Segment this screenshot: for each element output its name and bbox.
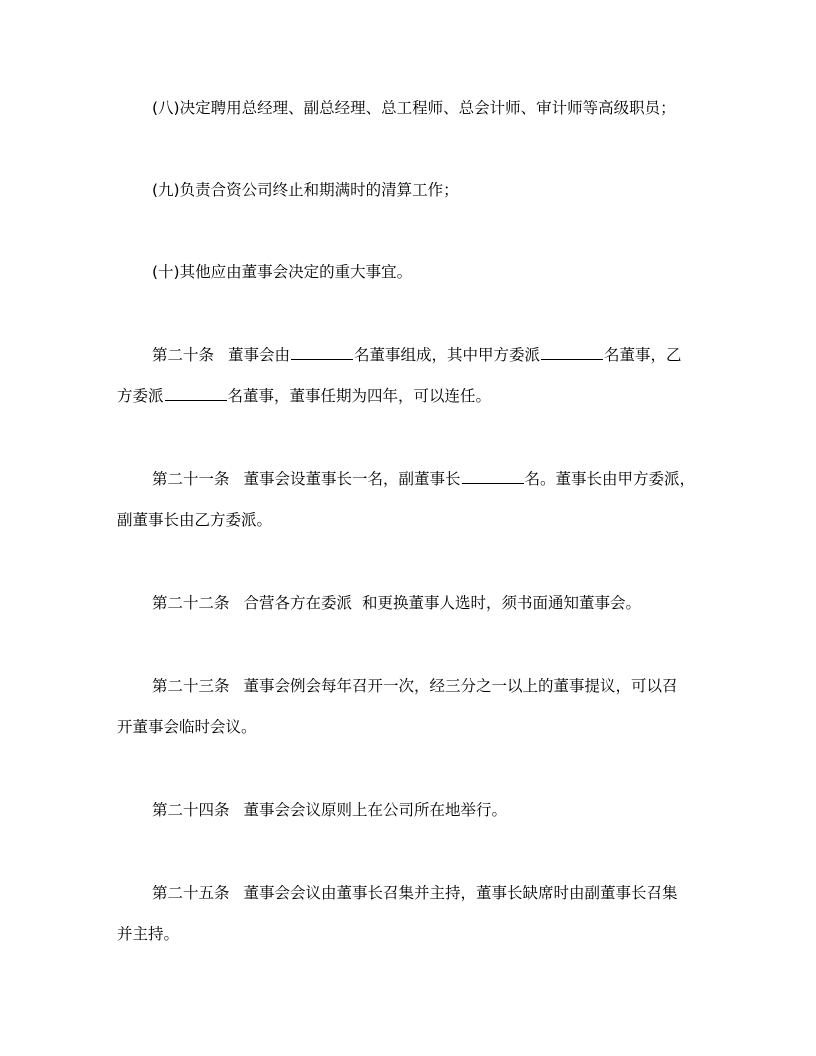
article-21-line-2: 副董事长由乙方委派。	[117, 511, 273, 529]
article-20-line-2	[117, 386, 702, 406]
article-20-text-b: 名董事组成，其中甲方委派	[354, 346, 541, 364]
article-24-text-a: 董事会会议原则上在公司所在地举行。	[243, 801, 508, 819]
article-24-line-1	[152, 800, 737, 820]
article-23-line-1	[152, 676, 737, 696]
blank-field	[291, 345, 353, 360]
article-24-number: 第二十四条	[152, 801, 230, 819]
clause-item-9: (九)负责合资公司终止和期满时的清算工作；	[152, 181, 459, 199]
article-25-line-1	[152, 883, 737, 903]
article-25-text-a: 董事会会议由董事长召集并主持，董事长缺席时由副董事长召集	[243, 884, 678, 902]
article-23-line-2: 开董事会临时会议。	[117, 718, 257, 736]
blank-field	[462, 469, 524, 484]
article-23-text-a: 董事会例会每年召开一次，经三分之一以上的董事提议，可以召	[243, 677, 678, 695]
article-20-text-e: 名董事，董事任期为四年，可以连任。	[227, 387, 492, 405]
blank-field	[165, 386, 227, 401]
article-21-text-b: 名。董事长由甲方委派，	[524, 470, 696, 488]
article-23-number: 第二十三条	[152, 677, 230, 695]
article-20-text-a: 董事会由	[228, 346, 291, 364]
article-22-text-a: 合营各方在委派	[243, 594, 353, 612]
article-25-number: 第二十五条	[152, 884, 230, 902]
article-22-number: 第二十二条	[152, 594, 230, 612]
clause-item-10: (十)其他应由董事会决定的重大事宜。	[152, 263, 413, 281]
clause-item-8: (八)决定聘用总经理、副总经理、总工程师、总会计师、审计师等高级职员；	[152, 99, 676, 117]
article-22-line-1	[152, 593, 737, 613]
blank-field	[541, 345, 603, 360]
article-21-line-1	[152, 469, 737, 489]
article-20-number: 第二十条	[152, 346, 215, 364]
article-22-text-b: 和更换董事人选时，须书面通知董事会。	[362, 594, 642, 612]
article-21-text-a: 董事会设董事长一名，副董事长	[243, 470, 461, 488]
article-25-line-2: 并主持。	[117, 925, 180, 943]
article-20-text-d: 方委派	[117, 387, 164, 405]
article-20-text-c: 名董事，乙	[604, 346, 682, 364]
article-20-line-1	[152, 345, 737, 365]
article-21-number: 第二十一条	[152, 470, 230, 488]
